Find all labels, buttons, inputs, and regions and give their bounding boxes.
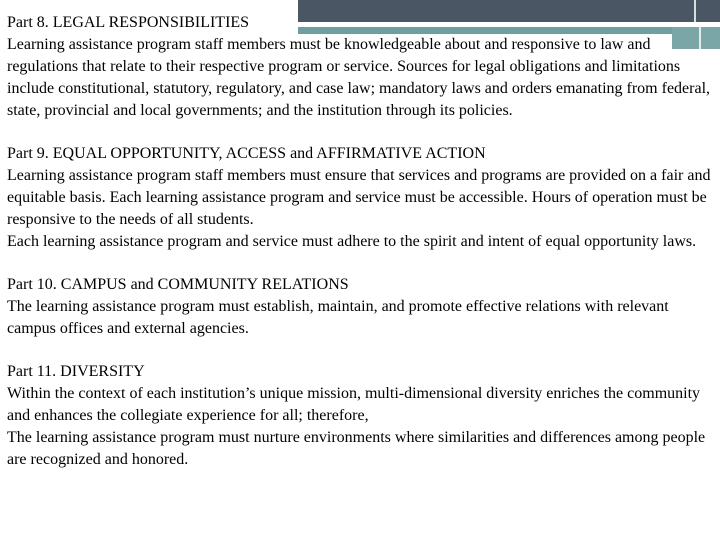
section-paragraph: Learning assistance program staff members must be knowledgeable about and responsive to law and regulations that relate to their respective program or service. Sources for legal obligations and limitations include constitutional, statutory, regulatory, and case law; mandatory laws and orders emanating from federal, state, provincial and local governments; and the institution through its policies. xyxy=(7,36,711,119)
section-paragraph: Within the context of each institution’s unique mission, multi-dimensional diversity enriches the community and enhances the collegiate experience for all; therefore, xyxy=(7,385,701,424)
section-heading: Part 9. EQUAL OPPORTUNITY, ACCESS and AFFIRMATIVE ACTION xyxy=(7,145,486,162)
section-part-8 xyxy=(7,12,715,122)
section-part-9 xyxy=(7,143,715,253)
section-heading: Part 10. CAMPUS and COMMUNITY RELATIONS xyxy=(7,276,349,293)
document-body xyxy=(7,12,715,492)
section-paragraph: The learning assistance program must establish, maintain, and promote effective relations with relevant campus offices and external agencies. xyxy=(7,298,669,337)
section-paragraph: The learning assistance program must nurture environments where similarities and differences among people are recognized and honored. xyxy=(7,429,706,468)
section-part-10 xyxy=(7,274,715,340)
section-paragraph: Each learning assistance program and service must adhere to the spirit and intent of equal opportunity laws. xyxy=(7,233,697,250)
section-part-11 xyxy=(7,361,715,471)
section-heading: Part 8. LEGAL RESPONSIBILITIES xyxy=(7,14,250,31)
section-heading: Part 11. DIVERSITY xyxy=(7,363,145,380)
section-paragraph: Learning assistance program staff members must ensure that services and programs are provided on a fair and equitable basis. Each learning assistance program and service must be accessible. Hours of operation must be responsive to the needs of all students. xyxy=(7,167,711,228)
